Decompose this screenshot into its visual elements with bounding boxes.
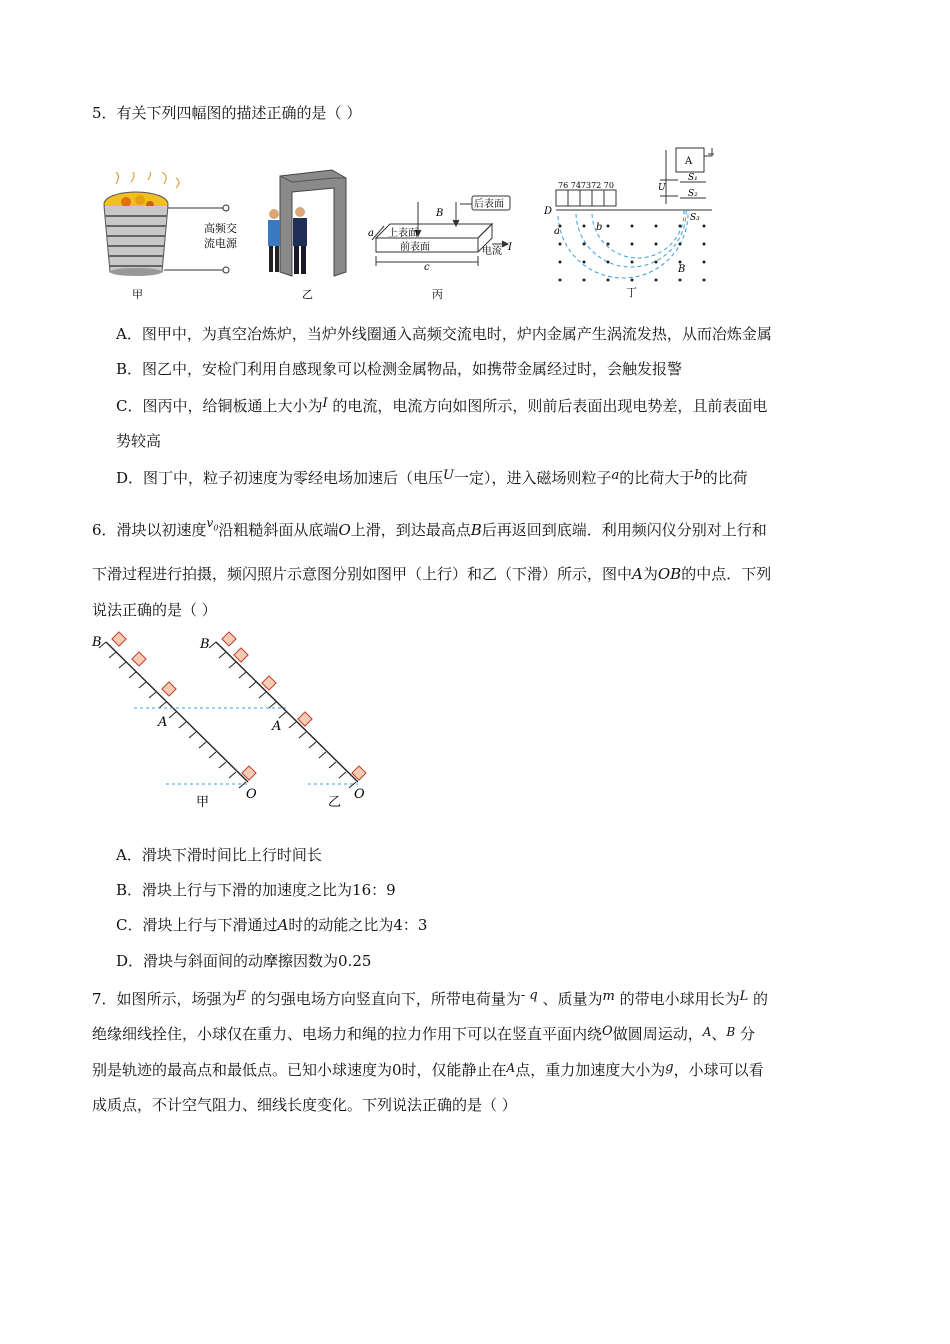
q7-O: O (602, 1024, 613, 1039)
q7-text-2d: 分 (740, 1025, 756, 1043)
q5-figure-ding (540, 144, 730, 302)
q7-text-3c: ，小球可以看 (673, 1061, 764, 1079)
q7-stem-line-3 (92, 1057, 764, 1081)
q7-text-2c: 、 (711, 1025, 727, 1043)
q7-text-1d: 的带电小球用长为 (619, 990, 740, 1008)
q7-stem-line-4: 成质点，不计空气阻力、细线长度变化。下列说法正确的是（ ） (92, 1096, 517, 1114)
q6-v0-v: v (206, 516, 214, 530)
jia-caption: 甲 (132, 288, 143, 301)
q6-option-d[interactable]: D．滑块与斜面间的动摩擦因数为0.25 (116, 952, 372, 970)
q5-option-c-text-1: C．图丙中，给铜板通上大小为 (116, 397, 323, 415)
q5-option-d-text-1: D．图丁中，粒子初速度为零经电场加速后（电压 (116, 469, 444, 487)
incline-jia-caption: 甲 (196, 795, 210, 810)
q6-stem-1d: 后再返回到底端．利用频闪仪分别对上行和 (481, 521, 767, 539)
ding-scale: 76 747372 70 (558, 181, 614, 190)
bing-top-surface: 上表面 (388, 228, 418, 239)
q7-text-2a: 绝缘细线拴住，小球仅在重力、电场力和绳的拉力作用下可以在竖直平面内绕 (92, 1025, 603, 1043)
jia-label-2: 流电源 (204, 237, 237, 250)
q6-stem-line-1 (92, 512, 767, 541)
q7-m: m (602, 989, 615, 1004)
q7-neg-q: - q (520, 988, 538, 1003)
q5-option-d-text-3: 的比荷大于 (619, 469, 695, 487)
q7-B: B (726, 1025, 736, 1039)
q6-B: B (470, 521, 482, 539)
q6-option-c-A: A (277, 916, 289, 934)
ding-B: B (678, 264, 686, 275)
q5-option-d-text-4: 的比荷 (702, 469, 748, 487)
bing-c: c (424, 262, 430, 273)
q6-option-c-text-2: 时的动能之比为4：3 (288, 916, 428, 934)
q6-OB: OB (657, 565, 682, 583)
q5-option-c-I: I (322, 396, 328, 411)
incline-yi (209, 632, 366, 788)
ding-S2: S₂ (688, 189, 698, 199)
q7-text-1a: 7．如图所示，场强为 (92, 990, 237, 1008)
incline-jia-O: O (246, 787, 257, 802)
jia-label-1: 高频交 (204, 222, 237, 235)
q7-text-1e: 的 (753, 990, 769, 1008)
q6-stem-1a: 6．滑块以初速度 (92, 521, 207, 539)
q7-stem-line-1 (92, 985, 768, 1010)
q6-option-c[interactable] (116, 914, 427, 936)
q7-text-3b: 点，重力加速度大小为 (515, 1061, 666, 1079)
incline-yi-O: O (354, 787, 365, 802)
q5-figure-yi (262, 168, 352, 302)
q7-text-1b: 的匀强电场方向竖直向下，所带电荷量为 (250, 990, 521, 1008)
slider-blocks-yi (222, 632, 366, 780)
incline-yi-caption: 乙 (328, 795, 342, 810)
bing-back-surface: 后表面 (474, 199, 504, 210)
bing-current: 电流 (482, 246, 502, 257)
ding-b: b (596, 222, 603, 233)
yi-caption: 乙 (302, 288, 313, 301)
incline-jia-B: B (92, 635, 102, 650)
q7-A-2: A (506, 1061, 516, 1075)
q5-option-a[interactable]: A．图甲中，为真空冶炼炉，当炉外线圈通入高频交流电时，炉内金属产生涡流发热，从而冶炼金属 (116, 325, 772, 343)
incline-yi-B: B (200, 637, 210, 652)
q6-option-a[interactable]: A．滑块下滑时间比上行时间长 (116, 846, 322, 864)
q7-text-1c: 、质量为 (542, 990, 603, 1008)
q6-stem-1b: 沿粗糙斜面从底端 (218, 521, 339, 539)
q6-option-c-text-1: C．滑块上行与下滑通过 (116, 916, 278, 934)
ding-U: U (658, 183, 666, 193)
q5-option-c-cont: 势较高 (116, 432, 162, 450)
bing-front-surface: 前表面 (400, 242, 430, 253)
q6-O: O (338, 521, 351, 539)
ding-A: A (685, 156, 693, 167)
q7-g: g (665, 1060, 674, 1075)
q6-stem-1c: 上滑，到达最高点 (350, 521, 471, 539)
q5-option-d-a: a (611, 468, 620, 483)
ding-a: a (554, 226, 560, 237)
ding-caption: 丁 (626, 286, 637, 299)
ding-S3: S₃ (690, 213, 700, 223)
q6-v0-sub: 0 (213, 523, 219, 533)
q5-option-d-text-2: 一定），进入磁场则粒子 (454, 469, 612, 487)
q5-option-d[interactable] (116, 465, 748, 489)
bing-B: B (436, 208, 444, 219)
q5-option-d-U: U (443, 468, 454, 483)
q6-A: A (632, 565, 643, 583)
q5-option-c[interactable] (116, 393, 767, 417)
q5-option-d-b: b (694, 468, 703, 483)
q6-stem-line-2 (92, 563, 771, 585)
q7-L: L (739, 989, 749, 1004)
q6-stem-2a: 下滑过程进行拍摄，频闪照片示意图分别如图甲（上行）和乙（下滑）所示，图中 (92, 565, 633, 583)
q7-stem-line-2 (92, 1021, 755, 1045)
q6-incline-figures (86, 628, 386, 812)
q6-stem-line-3: 说法正确的是（ ） (92, 601, 217, 619)
q6-option-b[interactable]: B．滑块上行与下滑的加速度之比为16：9 (116, 881, 396, 899)
ding-D: D (544, 206, 553, 217)
q7-E: E (236, 989, 247, 1004)
incline-jia-A: A (158, 715, 168, 730)
security-gate-icon (268, 170, 346, 276)
q5-option-b[interactable]: B．图乙中，安检门利用自感现象可以检测金属物品，如携带金属经过时，会触发报警 (116, 360, 683, 378)
bing-a: a (368, 228, 374, 239)
q7-A: A (702, 1025, 712, 1039)
bing-caption: 丙 (432, 288, 443, 301)
ding-S1: S₁ (688, 173, 698, 183)
q6-stem-2b: 为 (642, 565, 658, 583)
q7-text-3a: 别是轨迹的最高点和最低点。已知小球速度为0时，仅能静止在 (92, 1061, 507, 1079)
bing-I: I (508, 242, 512, 253)
incline-jia (99, 632, 256, 788)
q5-figure-bing (360, 190, 520, 302)
q6-v0 (206, 516, 219, 533)
q6-stem-2c: 的中点．下列 (681, 565, 772, 583)
q7-text-2b: 做圆周运动， (612, 1025, 703, 1043)
incline-yi-A: A (272, 719, 282, 734)
q5-option-c-text-2: 的电流，电流方向如图所示，则前后表面出现电势差，且前表面电 (332, 397, 768, 415)
q5-figure-jia (96, 172, 256, 302)
q5-stem: 5．有关下列四幅图的描述正确的是（ ） (92, 104, 362, 122)
